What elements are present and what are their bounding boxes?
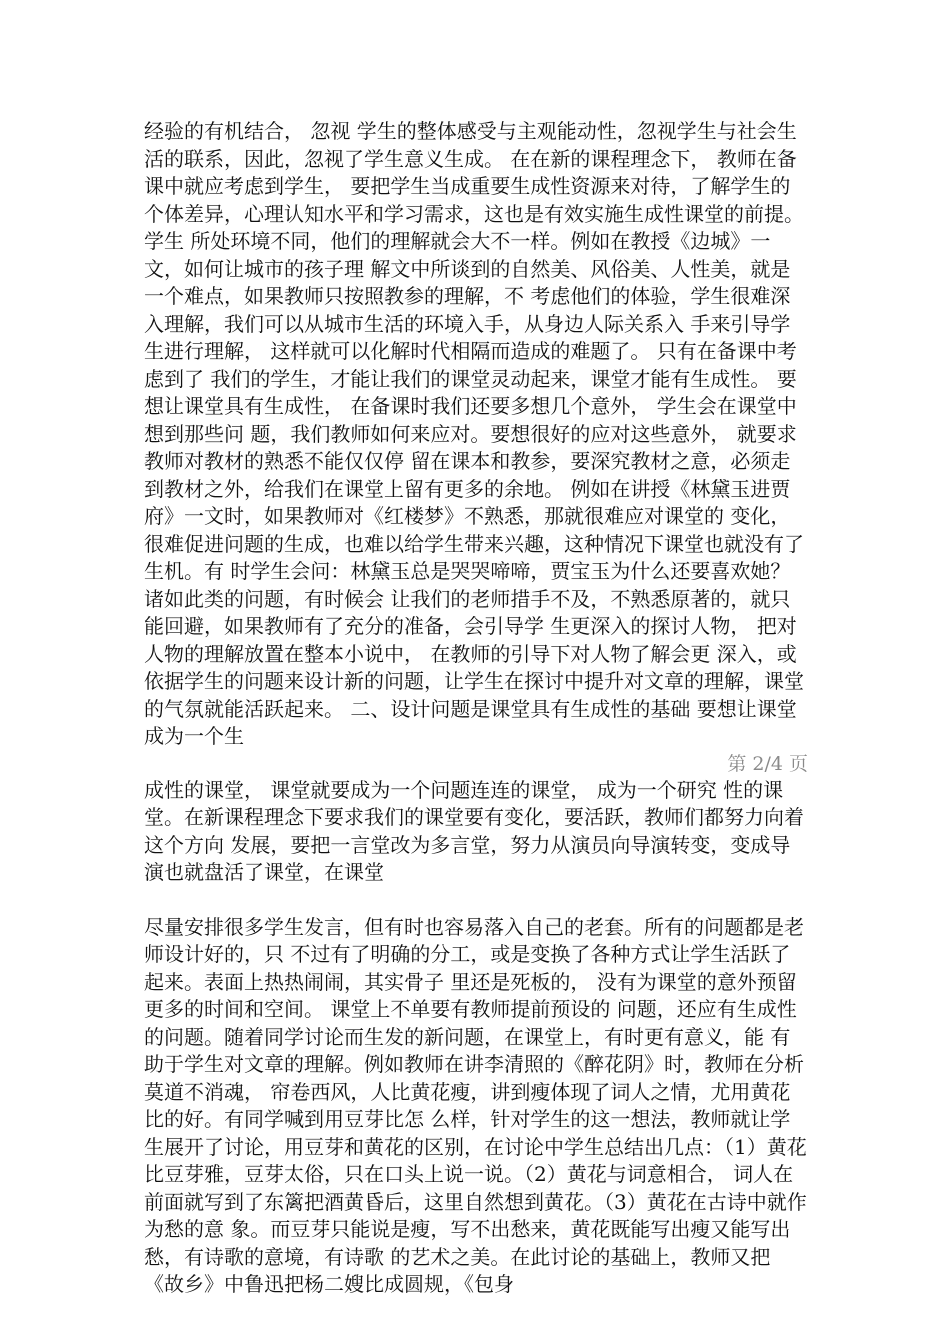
paragraph-gap	[144, 887, 808, 914]
document-page	[144, 118, 808, 1299]
page-number: 第 2/4 页	[727, 752, 808, 775]
paragraph-continuation: 经验的有机结合， 忽视 学生的整体感受与主观能动性，忽视学生与社会生活的联系，因此，忽视了学生意义生成。 在在新的课程理念下， 教师在备课中就应考虑到学生， 要把学生当成重要生成性资源来对待，了解学生的个体差异，心理认知水平和学习需求，这也是有效实施生成性课堂的前提。学生 所处环境不同，他们的理解就会大不一样。例如在教授《边城》一文，如何让城市的孩子理 解文中所谈到的自然美、风俗美、人性美，就是一个难点，如果教师只按照教参的理解，不 考虑他们的体验，学生很难深入理解，我们可以从城市生活的环境入手，从身边人际关系入 手来引导学生进行理解， 这样就可以化解时代相隔而造成的难题了。 只有在备课中考虑到了 我们的学生，才能让我们的课堂灵动起来，课堂才能有生成性。 要想让课堂具有生成性， 在备课时我们还要多想几个意外， 学生会在课堂中想到那些问 题，我们教师如何来应对。要想很好的应对这些意外， 就要求教师对教材的熟悉不能仅仅停 留在课本和教参，要深究教材之意，必须走到教材之外，给我们在课堂上留有更多的余地。 例如在讲授《林黛玉进贾府》一文时，如果教师对《红楼梦》不熟悉，那就很难应对课堂的 变化，很难促进问题的生成，也难以给学生带来兴趣，这种情况下课堂也就没有了生机。有 时学生会问：林黛玉总是哭哭啼啼，贾宝玉为什么还要喜欢她？诸如此类的问题，有时候会 让我们的老师措手不及，不熟悉原著的，就只能回避，如果教师有了充分的准备，会引导学 生更深入的探讨人物， 把对人物的理解放置在整本小说中， 在教师的引导下对人物了解会更 深入，或依据学生的问题来设计新的问题，让学生在探讨中提升对文章的理解，课堂的气氛就能活跃起来。 二、设计问题是课堂具有生成性的基础 要想让课堂成为一个生	[144, 119, 804, 748]
paragraph-classroom-discussion: 尽量安排很多学生发言，但有时也容易落入自己的老套。所有的问题都是老师设计好的，只 不过有了明确的分工，或是变换了各种方式让学生活跃了起来。表面上热热闹闹，其实骨子 里还是死板的， 没有为课堂的意外预留更多的时间和空间。 课堂上不单要有教师提前预设的 问题，还应有生成性的问题。随着同学讨论而生发的新问题，在课堂上，有时更有意义，能 有助于学生对文章的理解。例如教师在讲李清照的《醉花阴》时，教师在分析莫道不消魂， 帘卷西风，人比黄花瘦，讲到瘦体现了词人之情，尤用黄花比的好。有同学喊到用豆芽比怎 么样，针对学生的这一想法，教师就让学生展开了讨论，用豆芽和黄花的区别，在讨论中学生总结出几点：（1）黄花比豆芽雅，豆芽太俗，只在口头上说一说。（2）黄花与词意相合， 词人在前面就写到了东篱把酒黄昏后，这里自然想到黄花。（3）黄花在古诗中就作为愁的意 象。而豆芽只能说是瘦，写不出愁来，黄花既能写出瘦又能写出愁，有诗歌的意境，有诗歌 的艺术之美。在此讨论的基础上，教师又把《故乡》中鲁迅把杨二嫂比成圆规，《包身	[144, 914, 807, 1296]
paragraph-next-page: 成性的课堂， 课堂就要成为一个问题连连的课堂， 成为一个研究 性的课堂。在新课程理念下要求我们的课堂要有变化，要活跃，教师们都努力向着这个方向 发展，要把一言堂改为多言堂，努力从演员向导演转变，变成导演也就盘活了课堂，在课堂	[144, 777, 804, 884]
